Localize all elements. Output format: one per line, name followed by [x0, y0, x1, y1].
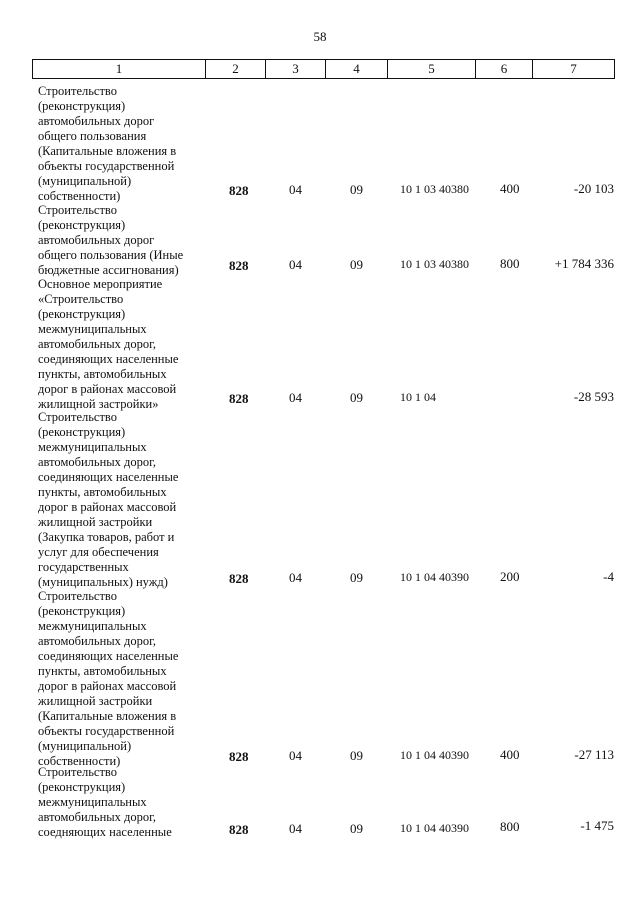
amount: -4: [603, 569, 614, 584]
row-name: [38, 410, 206, 590]
name-line: бюджетные ассигнования): [38, 263, 179, 277]
row-name: [38, 203, 206, 278]
header-col-5: 5: [388, 60, 476, 79]
name-line: межмуниципальных: [38, 795, 147, 809]
row-name: [38, 765, 206, 840]
name-line: жилищной застройки: [38, 694, 153, 708]
name-line: (Капитальные вложения в: [38, 709, 177, 723]
target-code: 10 1 04: [400, 390, 436, 404]
expense-type: 800: [500, 256, 520, 271]
name-line: соедняющих населенные: [38, 825, 172, 839]
name-line: автомобильных дорог,: [38, 337, 157, 351]
name-line: Строительство: [38, 765, 118, 779]
expense-type: 400: [500, 181, 520, 196]
name-line: (Закупка товаров, работ и: [38, 530, 175, 544]
section-code: 04: [289, 182, 302, 197]
name-line: пункты, автомобильных: [38, 367, 167, 381]
admin-code: 828: [229, 822, 249, 837]
name-line: объекты государственной: [38, 159, 175, 173]
name-line: (муниципальных) нужд): [38, 575, 168, 589]
name-line: (реконструкция): [38, 425, 126, 439]
section-code: 04: [289, 748, 302, 763]
name-line: пункты, автомобильных: [38, 664, 167, 678]
name-line: (Капитальные вложения в: [38, 144, 177, 158]
target-code: 10 1 04 40390: [400, 748, 469, 762]
amount: -1 475: [580, 818, 614, 833]
name-line: жилищной застройки: [38, 515, 153, 529]
subsection-code: 09: [350, 390, 363, 405]
name-line: (муниципальной): [38, 174, 132, 188]
name-line: пункты, автомобильных: [38, 485, 167, 499]
header-col-7: 7: [533, 60, 615, 79]
target-code: 10 1 04 40390: [400, 570, 469, 584]
name-line: жилищной застройки»: [38, 397, 159, 411]
name-line: (реконструкция): [38, 780, 126, 794]
subsection-code: 09: [350, 257, 363, 272]
name-line: межмуниципальных: [38, 440, 147, 454]
row-name: [38, 84, 206, 204]
name-line: соединяющих населенные: [38, 352, 179, 366]
subsection-code: 09: [350, 748, 363, 763]
name-line: межмуниципальных: [38, 619, 147, 633]
admin-code: 828: [229, 391, 249, 406]
name-line: общего пользования: [38, 129, 147, 143]
expense-type: 800: [500, 819, 520, 834]
name-line: автомобильных дорог: [38, 114, 155, 128]
name-line: Основное мероприятие: [38, 277, 163, 291]
name-line: (реконструкция): [38, 99, 126, 113]
amount: -20 103: [573, 181, 614, 196]
name-line: общего пользования (Иные: [38, 248, 184, 262]
name-line: автомобильных дорог,: [38, 810, 157, 824]
row-name: [38, 277, 206, 412]
name-line: автомобильных дорог,: [38, 634, 157, 648]
name-line: Строительство: [38, 410, 118, 424]
admin-code: 828: [229, 258, 249, 273]
name-line: соединяющих населенные: [38, 470, 179, 484]
page-number: 58: [313, 29, 327, 44]
name-line: автомобильных дорог: [38, 233, 155, 247]
name-line: собственности): [38, 754, 121, 768]
admin-code: 828: [229, 571, 249, 586]
section-code: 04: [289, 570, 302, 585]
subsection-code: 09: [350, 570, 363, 585]
admin-code: 828: [229, 749, 249, 764]
header-col-3: 3: [266, 60, 326, 79]
name-line: (муниципальной): [38, 739, 132, 753]
section-code: 04: [289, 821, 302, 836]
name-line: Строительство: [38, 589, 118, 603]
name-line: услуг для обеспечения: [38, 545, 159, 559]
name-line: Строительство: [38, 84, 118, 98]
header-col-2: 2: [206, 60, 266, 79]
name-line: государственных: [38, 560, 129, 574]
expense-type: 400: [500, 747, 520, 762]
target-code: 10 1 03 40380: [400, 257, 469, 271]
name-line: дорог в районах массовой: [38, 382, 177, 396]
row-name: [38, 589, 206, 769]
subsection-code: 09: [350, 182, 363, 197]
name-line: дорог в районах массовой: [38, 500, 177, 514]
name-line: соединяющих населенные: [38, 649, 179, 663]
name-line: Строительство: [38, 203, 118, 217]
target-code: 10 1 03 40380: [400, 182, 469, 196]
expense-type: 200: [500, 569, 520, 584]
name-line: межмуниципальных: [38, 322, 147, 336]
name-line: собственности): [38, 189, 121, 203]
target-code: 10 1 04 40390: [400, 821, 469, 835]
section-code: 04: [289, 390, 302, 405]
admin-code: 828: [229, 183, 249, 198]
name-line: объекты государственной: [38, 724, 175, 738]
section-code: 04: [289, 257, 302, 272]
name-line: (реконструкция): [38, 218, 126, 232]
amount: +1 784 336: [554, 256, 614, 271]
name-line: дорог в районах массовой: [38, 679, 177, 693]
name-line: «Строительство: [38, 292, 124, 306]
name-line: (реконструкция): [38, 604, 126, 618]
subsection-code: 09: [350, 821, 363, 836]
header-col-1: 1: [33, 60, 206, 79]
name-line: автомобильных дорог,: [38, 455, 157, 469]
header-col-6: 6: [476, 60, 533, 79]
header-col-4: 4: [326, 60, 388, 79]
amount: -27 113: [574, 747, 614, 762]
amount: -28 593: [573, 389, 614, 404]
name-line: (реконструкция): [38, 307, 126, 321]
